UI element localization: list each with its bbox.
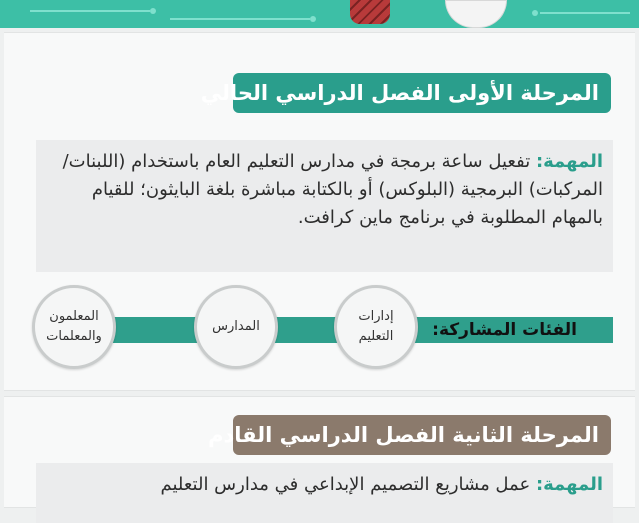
brick-decoration	[350, 0, 390, 24]
participant-circle-education-departments	[334, 285, 418, 369]
stage-two-card	[4, 396, 635, 508]
hand-decoration	[445, 0, 507, 28]
circuit-line	[170, 18, 310, 20]
stage-two-title: المرحلة الثانية الفصل الدراسي القادم	[233, 415, 611, 455]
stage-one-task	[36, 140, 613, 272]
participants-bar	[36, 317, 613, 343]
circuit-dot	[150, 8, 156, 14]
participant-circle-teachers	[32, 285, 116, 369]
participant-label: إدارات التعليم	[358, 309, 394, 344]
stage-one-card	[4, 32, 635, 391]
top-banner	[0, 0, 639, 28]
participants-label: الفئات المشاركة:	[426, 317, 583, 343]
circuit-dot	[310, 16, 316, 22]
stage-one-title: المرحلة الأولى الفصل الدراسي الحالي	[233, 73, 611, 113]
circuit-line	[30, 10, 150, 12]
participant-label: المدارس	[212, 319, 260, 334]
circuit-dot	[532, 10, 538, 16]
circuit-line	[540, 12, 630, 14]
participant-label: المعلمون والمعلمات	[46, 309, 102, 344]
task-text: تفعيل ساعة برمجة في مدارس التعليم العام باستخدام (اللبنات/المركبات) البرمجية (البلوكس) أو بالكتابة مباشرة بلغة البايثون؛ للقيام بالمهام المطلوبة في برنامج ماين كرافت.	[62, 151, 603, 228]
task-label: المهمة:	[535, 151, 603, 172]
stage-two-task	[36, 463, 613, 523]
participant-circle-schools	[194, 285, 278, 369]
task-label: المهمة:	[535, 474, 603, 495]
task-text: عمل مشاريع التصميم الإبداعي في مدارس التعليم	[160, 474, 536, 495]
